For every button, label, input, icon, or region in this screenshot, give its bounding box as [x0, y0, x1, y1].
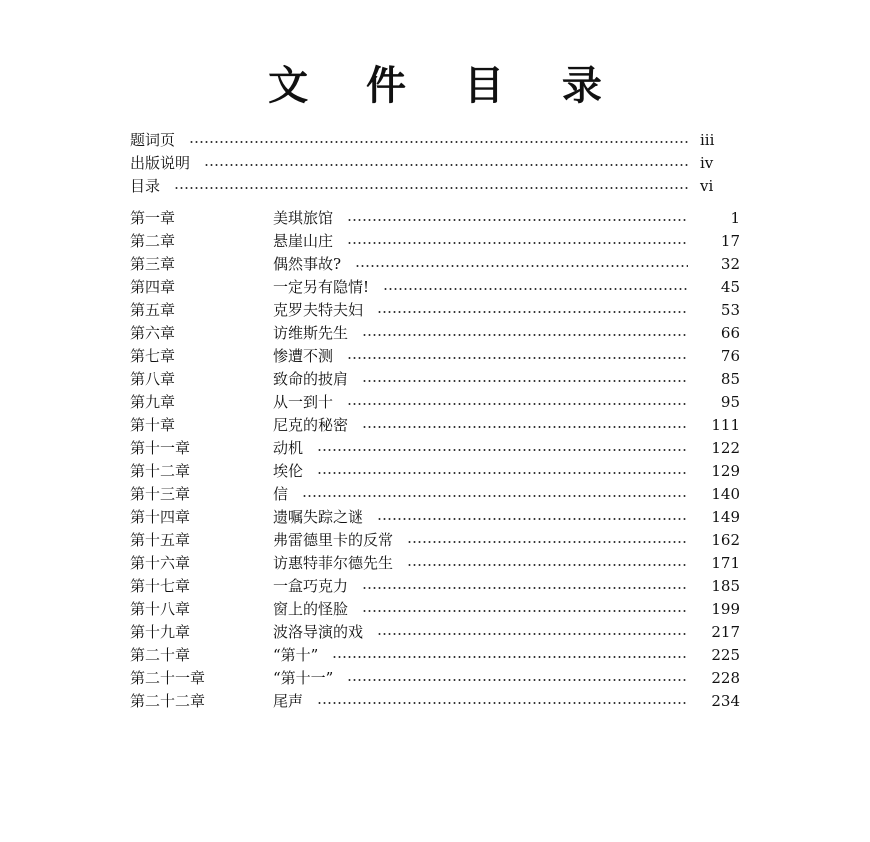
chapter-title: 波洛导演的戏 [273, 623, 364, 641]
chapter-page-number: 111 [711, 416, 740, 434]
chapter-entry [130, 598, 740, 621]
chapter-number: 第八章 [130, 370, 176, 388]
chapter-entry [130, 690, 740, 713]
dot-leader [302, 495, 688, 497]
entry-label: 目录 [130, 177, 161, 195]
chapter-number: 第十六章 [130, 554, 191, 572]
chapter-title: 一盒巧克力 [273, 577, 349, 595]
chapter-title: 从一到十 [273, 393, 334, 411]
chapter-page-number: 32 [720, 255, 740, 273]
chapter-number: 第十三章 [130, 485, 191, 503]
dot-leader [362, 610, 688, 612]
chapter-title: 动机 [273, 439, 304, 457]
dot-leader [362, 334, 688, 336]
dot-leader [383, 288, 688, 290]
dot-leader [377, 633, 688, 635]
chapter-title: 访维斯先生 [273, 324, 349, 342]
chapter-page-number: 140 [711, 485, 740, 503]
dot-leader [332, 656, 688, 658]
chapter-title: 偶然事故? [273, 255, 342, 273]
chapter-page-number: 171 [711, 554, 740, 572]
chapter-page-number: 53 [720, 301, 740, 319]
chapter-page-number: 45 [720, 278, 740, 296]
chapter-entry [130, 667, 740, 690]
dot-leader [407, 541, 688, 543]
dot-leader [362, 380, 688, 382]
dot-leader [362, 587, 688, 589]
chapter-page-number: 122 [711, 439, 740, 457]
dot-leader [317, 702, 688, 704]
chapter-number: 第十一章 [130, 439, 191, 457]
chapter-page-number: 66 [720, 324, 740, 342]
entry-page-number: vi [700, 177, 714, 195]
dot-leader [317, 472, 688, 474]
chapter-entry [130, 322, 740, 345]
chapter-entry [130, 644, 740, 667]
dot-leader [174, 187, 690, 189]
chapter-title: 埃伦 [273, 462, 304, 480]
chapter-title: 信 [273, 485, 289, 503]
chapter-entry [130, 437, 740, 460]
chapter-title: 美琪旅馆 [273, 209, 334, 227]
chapter-number: 第二十一章 [130, 669, 206, 687]
chapter-number: 第九章 [130, 393, 176, 411]
chapter-entry [130, 299, 740, 322]
chapter-entry [130, 483, 740, 506]
chapter-number: 第二章 [130, 232, 176, 250]
chapter-page-number: 185 [711, 577, 740, 595]
dot-leader [362, 426, 688, 428]
chapter-title: 遗嘱失踪之谜 [273, 508, 364, 526]
chapter-page-number: 217 [711, 623, 740, 641]
chapter-page-number: 1 [730, 209, 740, 227]
chapter-entry [130, 253, 740, 276]
chapter-page-number: 129 [711, 462, 740, 480]
dot-leader [377, 311, 688, 313]
chapter-number: 第十四章 [130, 508, 191, 526]
chapter-number: 第十八章 [130, 600, 191, 618]
dot-leader [347, 242, 688, 244]
chapter-page-number: 162 [711, 531, 740, 549]
dot-leader [189, 141, 690, 143]
entry-page-number: iii [700, 131, 715, 149]
front-matter-list [130, 129, 740, 198]
front-matter-entry [130, 129, 740, 152]
chapter-number: 第四章 [130, 278, 176, 296]
chapter-page-number: 228 [711, 669, 740, 687]
chapter-number: 第三章 [130, 255, 176, 273]
chapter-entry [130, 552, 740, 575]
chapter-title: 惨遭不测 [273, 347, 334, 365]
chapter-number: 第六章 [130, 324, 176, 342]
chapter-entry [130, 414, 740, 437]
chapter-title: 克罗夫特夫妇 [273, 301, 364, 319]
chapter-page-number: 199 [711, 600, 740, 618]
chapter-list [130, 207, 740, 713]
chapter-number: 第十七章 [130, 577, 191, 595]
front-matter-entry [130, 175, 740, 198]
chapter-entry [130, 506, 740, 529]
dot-leader [347, 219, 688, 221]
chapter-number: 第二十章 [130, 646, 191, 664]
chapter-number: 第十九章 [130, 623, 191, 641]
chapter-entry [130, 621, 740, 644]
chapter-title: 一定另有隐情! [273, 278, 370, 296]
dot-leader [317, 449, 688, 451]
chapter-entry [130, 345, 740, 368]
chapter-number: 第十二章 [130, 462, 191, 480]
chapter-entry [130, 207, 740, 230]
chapter-page-number: 149 [711, 508, 740, 526]
dot-leader [377, 518, 688, 520]
dot-leader [347, 357, 688, 359]
chapter-number: 第七章 [130, 347, 176, 365]
chapter-page-number: 76 [720, 347, 740, 365]
page-title: 文 件 目 录 [268, 63, 624, 109]
chapter-page-number: 225 [711, 646, 740, 664]
chapter-entry [130, 391, 740, 414]
chapter-title: 悬崖山庄 [273, 232, 334, 250]
chapter-page-number: 85 [720, 370, 740, 388]
chapter-entry [130, 276, 740, 299]
chapter-number: 第一章 [130, 209, 176, 227]
chapter-entry [130, 368, 740, 391]
chapter-number: 第五章 [130, 301, 176, 319]
front-matter-entry [130, 152, 740, 175]
dot-leader [407, 564, 688, 566]
dot-leader [347, 403, 688, 405]
entry-label: 题词页 [130, 131, 176, 149]
chapter-entry [130, 230, 740, 253]
chapter-number: 第十章 [130, 416, 176, 434]
chapter-entry [130, 575, 740, 598]
chapter-title: 尾声 [273, 692, 304, 710]
chapter-page-number: 17 [720, 232, 740, 250]
chapter-number: 第二十二章 [130, 692, 206, 710]
chapter-entry [130, 529, 740, 552]
chapter-entry [130, 460, 740, 483]
chapter-title: “第十” [273, 646, 319, 664]
chapter-page-number: 234 [711, 692, 740, 710]
chapter-title: 访惠特菲尔德先生 [273, 554, 394, 572]
dot-leader [204, 164, 690, 166]
chapter-title: 弗雷德里卡的反常 [273, 531, 394, 549]
chapter-number: 第十五章 [130, 531, 191, 549]
chapter-title: 窗上的怪脸 [273, 600, 349, 618]
entry-label: 出版说明 [130, 154, 191, 172]
chapter-title: 致命的披肩 [273, 370, 349, 388]
dot-leader [347, 679, 688, 681]
dot-leader [355, 265, 688, 267]
entry-page-number: iv [700, 154, 714, 172]
chapter-title: 尼克的秘密 [273, 416, 349, 434]
chapter-title: “第十一” [273, 669, 334, 687]
chapter-page-number: 95 [720, 393, 740, 411]
